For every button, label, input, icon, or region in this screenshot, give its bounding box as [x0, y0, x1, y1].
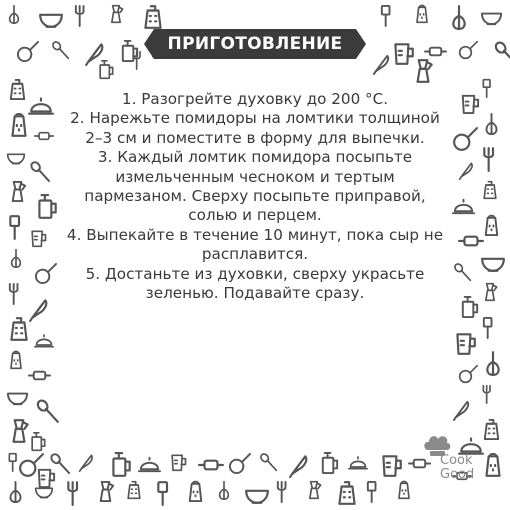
moka-pot-icon: [6, 180, 29, 203]
recipe-steps: [62, 90, 448, 303]
cloche-icon: [348, 452, 368, 472]
measuring-cup-icon: [28, 228, 48, 248]
french-press-icon: [96, 60, 116, 80]
rolling-pin-icon: [28, 364, 51, 387]
measuring-cup-icon: [378, 452, 404, 478]
cloche-icon: [34, 330, 54, 350]
whisk-icon: [214, 480, 234, 500]
bowl-icon: [6, 146, 26, 166]
recipe-step: 5. Достаньте из духовки, сверху украсьте зеленью. Подавайте сразу.: [85, 264, 425, 303]
pan-icon: [228, 452, 251, 475]
bowl-icon: [34, 480, 54, 500]
recipe-step: 1. Разогрейте духовку до 200 °С.: [121, 90, 389, 108]
whisk-icon: [6, 248, 26, 268]
grater-icon: [140, 4, 166, 30]
grater-icon: [480, 180, 500, 200]
whisk-icon: [4, 4, 24, 24]
rolling-pin-icon: [198, 452, 224, 478]
grater-icon: [6, 316, 32, 342]
french-press-icon: [28, 432, 48, 452]
grater-icon: [334, 480, 360, 506]
cloche-icon: [138, 452, 161, 475]
spatula-icon: [364, 480, 387, 503]
knife-icon: [458, 160, 478, 180]
spoon-icon: [28, 160, 51, 183]
knife-icon: [288, 452, 314, 478]
page-title: ПРИГОТОВЛЕНИЕ: [154, 29, 357, 59]
salt-shaker-icon: [6, 350, 26, 370]
grater-icon: [124, 480, 144, 500]
spoon-icon: [34, 398, 60, 424]
french-press-icon: [318, 452, 341, 475]
title-banner: [0, 29, 510, 59]
fork-icon: [72, 4, 95, 27]
fork-icon: [480, 384, 500, 404]
fork-icon: [480, 146, 506, 172]
logo-text-good: Good: [440, 467, 475, 482]
fork-icon: [64, 480, 90, 506]
bowl-icon: [38, 4, 64, 30]
salt-shaker-icon: [184, 480, 207, 503]
bowl-icon: [480, 248, 506, 274]
french-press-icon: [458, 296, 481, 319]
knife-icon: [78, 452, 98, 472]
whisk-icon: [480, 112, 503, 135]
measuring-cup-icon: [452, 330, 478, 356]
spoon-icon: [452, 262, 472, 282]
spoon-icon: [258, 452, 278, 472]
spoon-icon: [48, 452, 71, 475]
moka-pot-icon: [480, 282, 500, 302]
spatula-icon: [480, 78, 500, 98]
spatula-icon: [154, 480, 180, 506]
moka-pot-icon: [410, 58, 436, 84]
knife-icon: [452, 398, 475, 421]
bowl-icon: [6, 384, 29, 407]
moka-pot-icon: [94, 480, 117, 503]
measuring-cup-icon: [458, 92, 481, 115]
salt-shaker-icon: [394, 480, 414, 500]
moka-pot-icon: [106, 4, 126, 24]
recipe-step: 4. Выпекайте в течение 10 минут, пока сыр не расплавится.: [66, 225, 444, 264]
fork-icon: [274, 480, 297, 503]
pan-icon: [452, 126, 478, 152]
rolling-pin-icon: [34, 126, 54, 146]
cloche-icon: [452, 194, 475, 217]
grater-icon: [6, 78, 29, 101]
fork-icon: [6, 282, 29, 305]
whisk-icon: [446, 4, 472, 30]
french-press-icon: [34, 194, 60, 220]
moka-pot-icon: [304, 480, 324, 500]
pan-icon: [34, 262, 57, 285]
spatula-icon: [378, 4, 401, 27]
recipe-step: 2. Нарежьте помидоры на ломтики толщиной 2–3 см и поместите в форму для выпечки.: [70, 109, 440, 147]
bowl-icon: [244, 480, 270, 506]
spatula-icon: [480, 316, 503, 339]
whisk-icon: [4, 480, 27, 503]
french-press-icon: [108, 452, 134, 478]
pan-icon: [18, 452, 44, 478]
logo-text-cook: Cook: [440, 453, 473, 468]
whisk-icon: [480, 350, 506, 376]
cookgood-logo: [422, 432, 502, 492]
pan-icon: [458, 364, 478, 384]
measuring-cup-icon: [168, 452, 188, 472]
salt-shaker-icon: [412, 4, 432, 24]
recipe-step: 3. Каждый ломтик помидора посыпьте измельченным чесноком и тертым пармезаном. Сверху посыпьте приправой, солью и перцем.: [84, 148, 426, 225]
bowl-icon: [480, 4, 503, 27]
salt-shaker-icon: [6, 112, 32, 138]
